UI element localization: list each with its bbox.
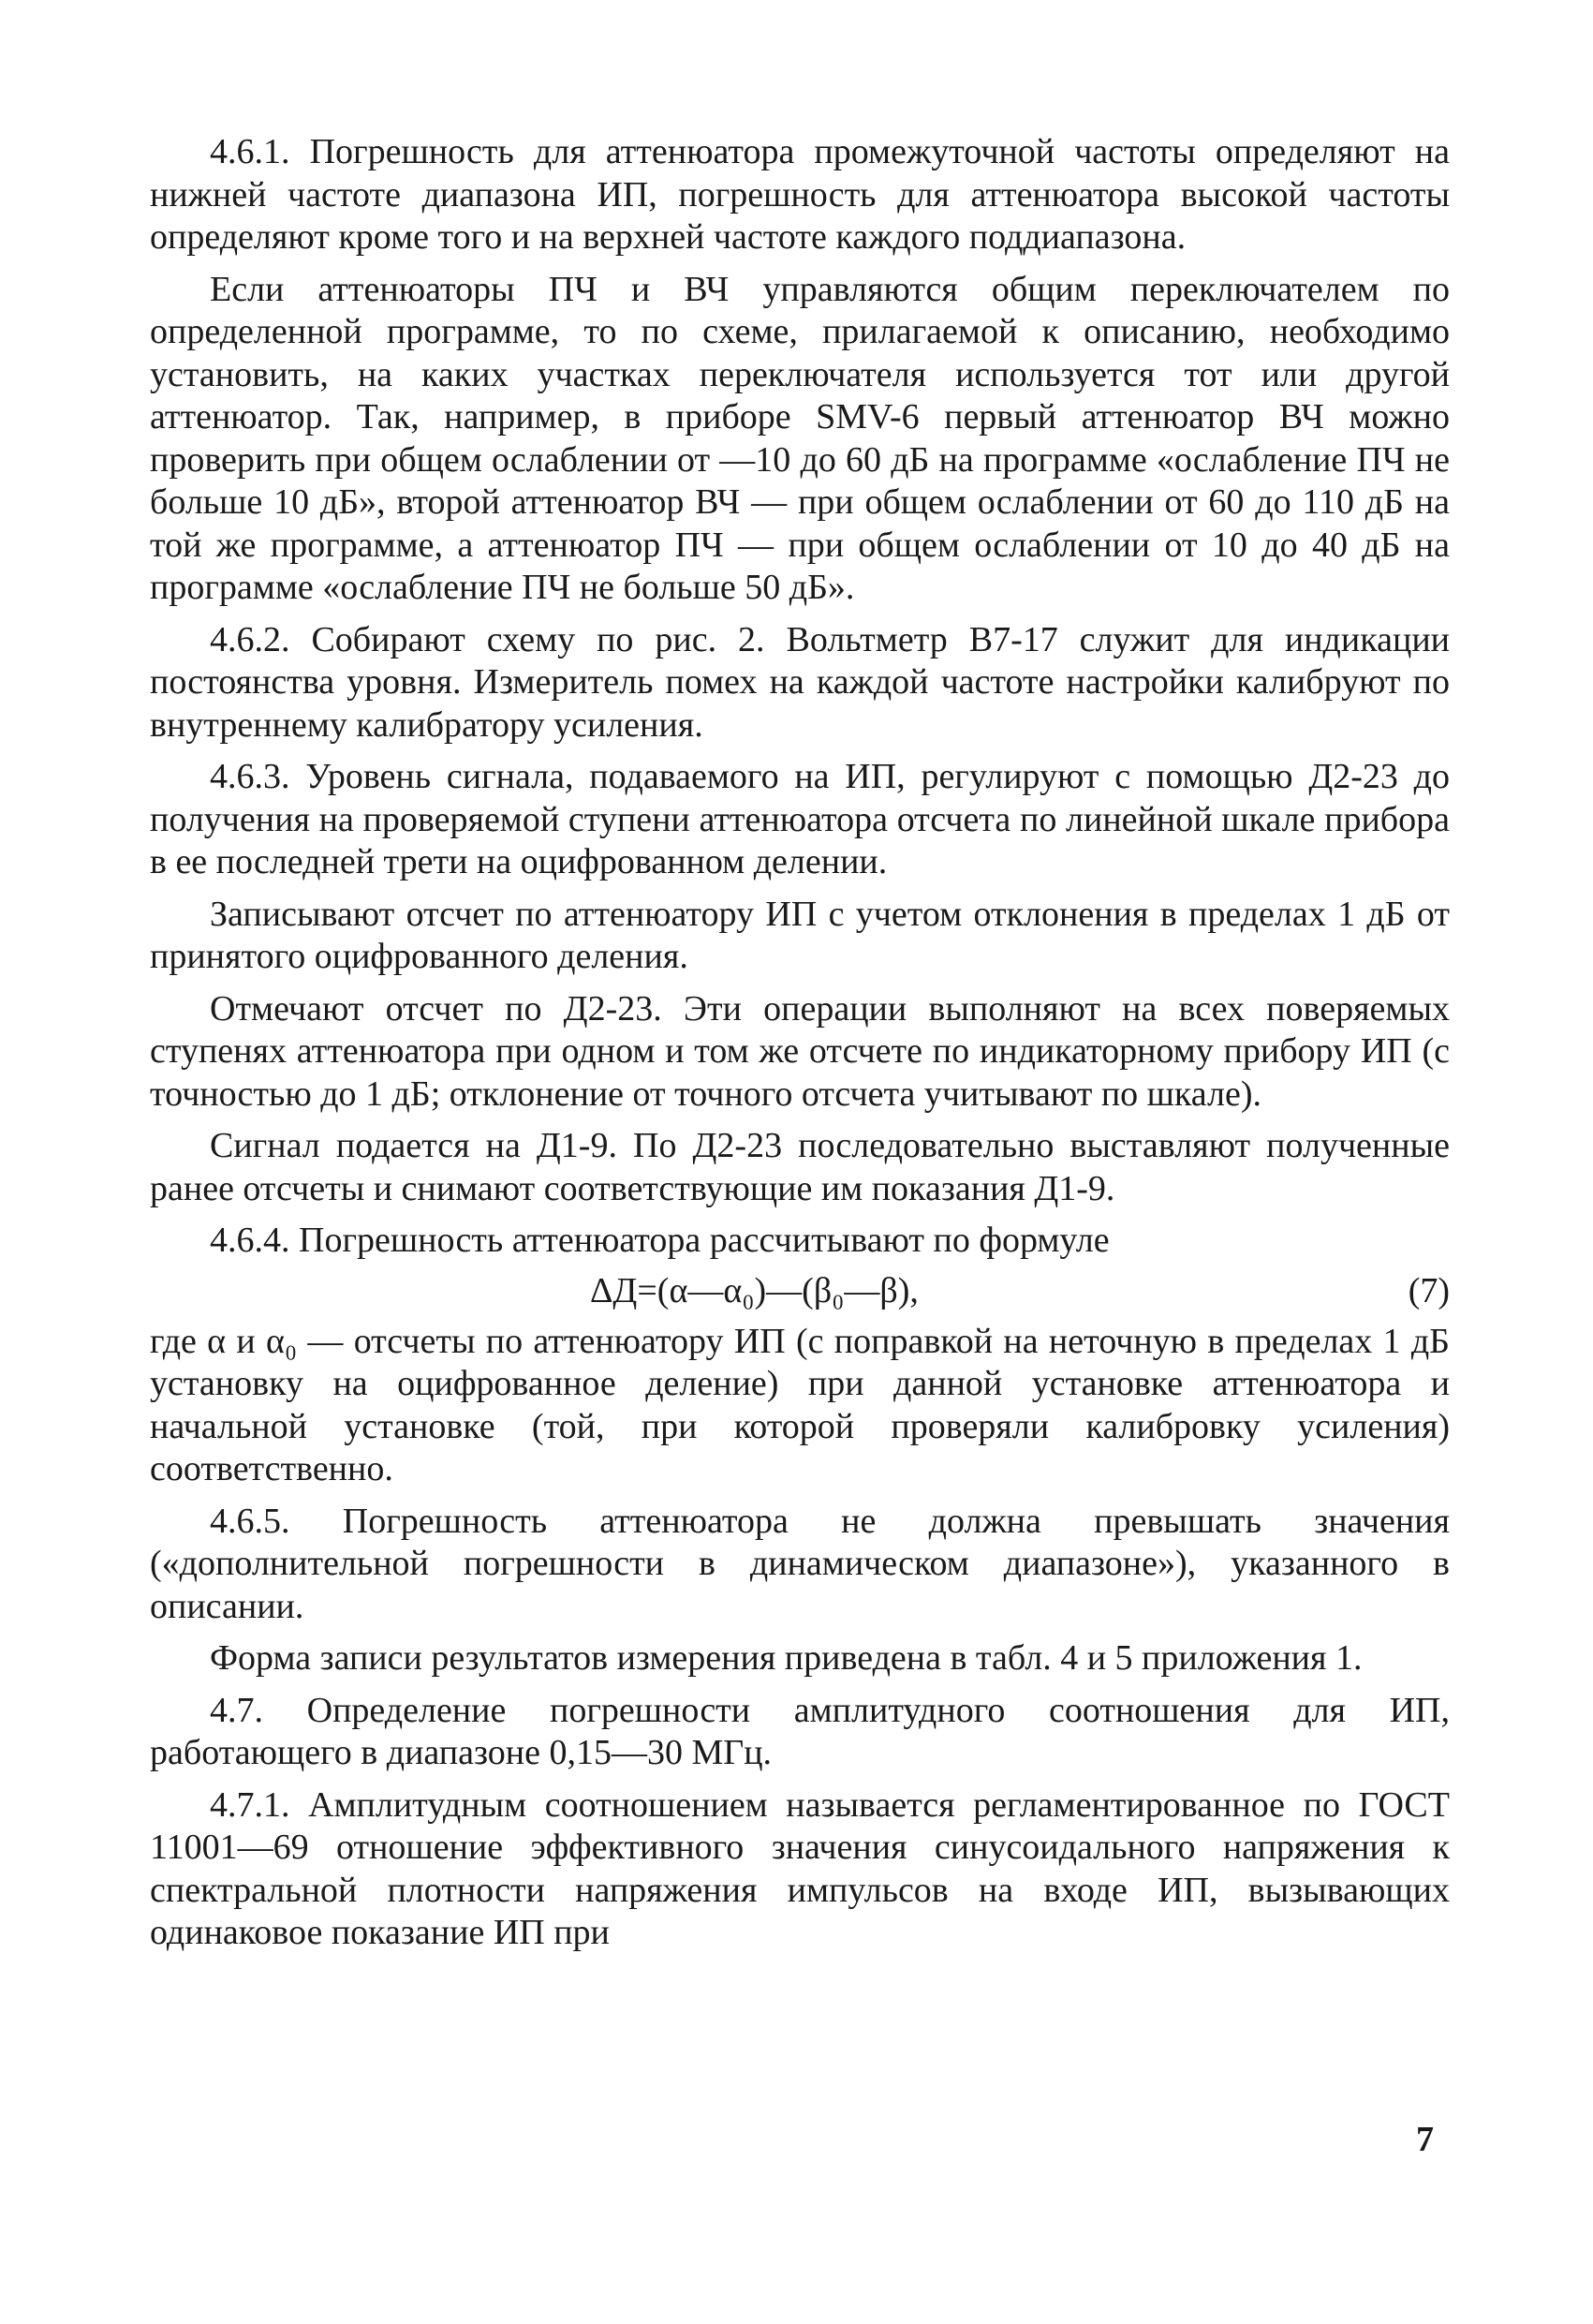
paragraph-4-6-2: 4.6.2. Собирают схему по рис. 2. Вольтметр В7-17 служит для индикации постоянства уровня. Измеритель помех на каждой частоте настройки калибруют по внутреннему калибратору усиления. xyxy=(150,619,1450,745)
paragraph-mark-reading: Отмечают отсчет по Д2-23. Эти операции выполняют на всех поверяемых ступенях аттенюатора при одном и том же отсчете по индикаторному прибору ИП (с точностью до 1 дБ; отклонение от точного отсчета учитывают по шкале). xyxy=(150,988,1450,1114)
paragraph-record-reading: Записывают отсчет по аттенюатору ИП с учетом отклонения в пределах 1 дБ от принятого оцифрованного деления. xyxy=(150,894,1450,976)
formula: ΔД=(α—α₀)—(β₀—β), xyxy=(590,1270,919,1310)
paragraph-4-6-3: 4.6.3. Уровень сигнала, подаваемого на ИП, регулируют с помощью Д2-23 до получения на проверяемой ступени аттенюатора отсчета по линейной шкале прибора в ее последней трети на оцифрованном делении. xyxy=(150,757,1450,881)
paragraph-4-6-4: 4.6.4. Погрешность аттенюатора рассчитывают по формуле xyxy=(210,1221,1110,1260)
paragraph-4-6-1: 4.6.1. Погрешность для аттенюатора промежуточной частоты определяют на нижней частоте диапазона ИП, погрешность для аттенюатора высокой частоты определяют кроме того и на верхней частоте каждого поддиапазона. xyxy=(150,132,1450,257)
paragraph-4-7: 4.7. Определение погрешности амплитудного соотношения для ИП, работающего в диапазоне 0,15—30 МГц. xyxy=(150,1690,1450,1772)
paragraph-formula-explanation: где α и α₀ — отсчеты по аттенюатору ИП (с поправкой на неточную в пределах 1 дБ установку на оцифрованное деление) при данной установке аттенюатора и начальной установке (той, при которой проверяли калибровку усиления) соответственно. xyxy=(150,1321,1450,1488)
document-page xyxy=(150,131,1450,1955)
paragraph-4-6-5: 4.6.5. Погрешность аттенюатора не должна превышать значения («дополнительной погрешности в динамическом диапазоне»), указанного в описании. xyxy=(150,1501,1450,1626)
paragraph-attenuator-control: Если аттенюаторы ПЧ и ВЧ управляются общим переключателем по определенной программе, то по схеме, прилагаемой к описанию, необходимо установить, на каких участках переключателя используется тот или другой аттенюатор. Так, например, в приборе SMV-6 первый аттенюатор ВЧ можно проверить при общем ослаблении от —10 до 60 дБ на программе «ослабление ПЧ не больше 10 дБ», второй аттенюатор ВЧ — при общем ослаблении от 60 до 110 дБ на той же программе, а аттенюатор ПЧ — при общем ослаблении от 10 до 40 дБ на программе «ослабление ПЧ не больше 50 дБ». xyxy=(150,269,1450,607)
page-number: 7 xyxy=(1416,2120,1434,2159)
paragraph-record-form: Форма записи результатов измерения приведена в табл. 4 и 5 приложения 1. xyxy=(210,1638,1363,1678)
paragraph-signal-d1-9: Сигнал подается на Д1-9. По Д2-23 последовательно выставляют полученные ранее отсчеты и снимают соответствующие им показания Д1-9. xyxy=(150,1126,1450,1208)
formula-number: (7) xyxy=(1408,1270,1450,1310)
formula-row xyxy=(150,1266,1450,1321)
paragraph-4-7-1: 4.7.1. Амплитудным соотношением называется регламентированное по ГОСТ 11001—69 отношение эффективного значения синусоидального напряжения к спектральной плотности напряжения импульсов на входе ИП, вызывающих одинаковое показание ИП при xyxy=(150,1784,1450,1952)
